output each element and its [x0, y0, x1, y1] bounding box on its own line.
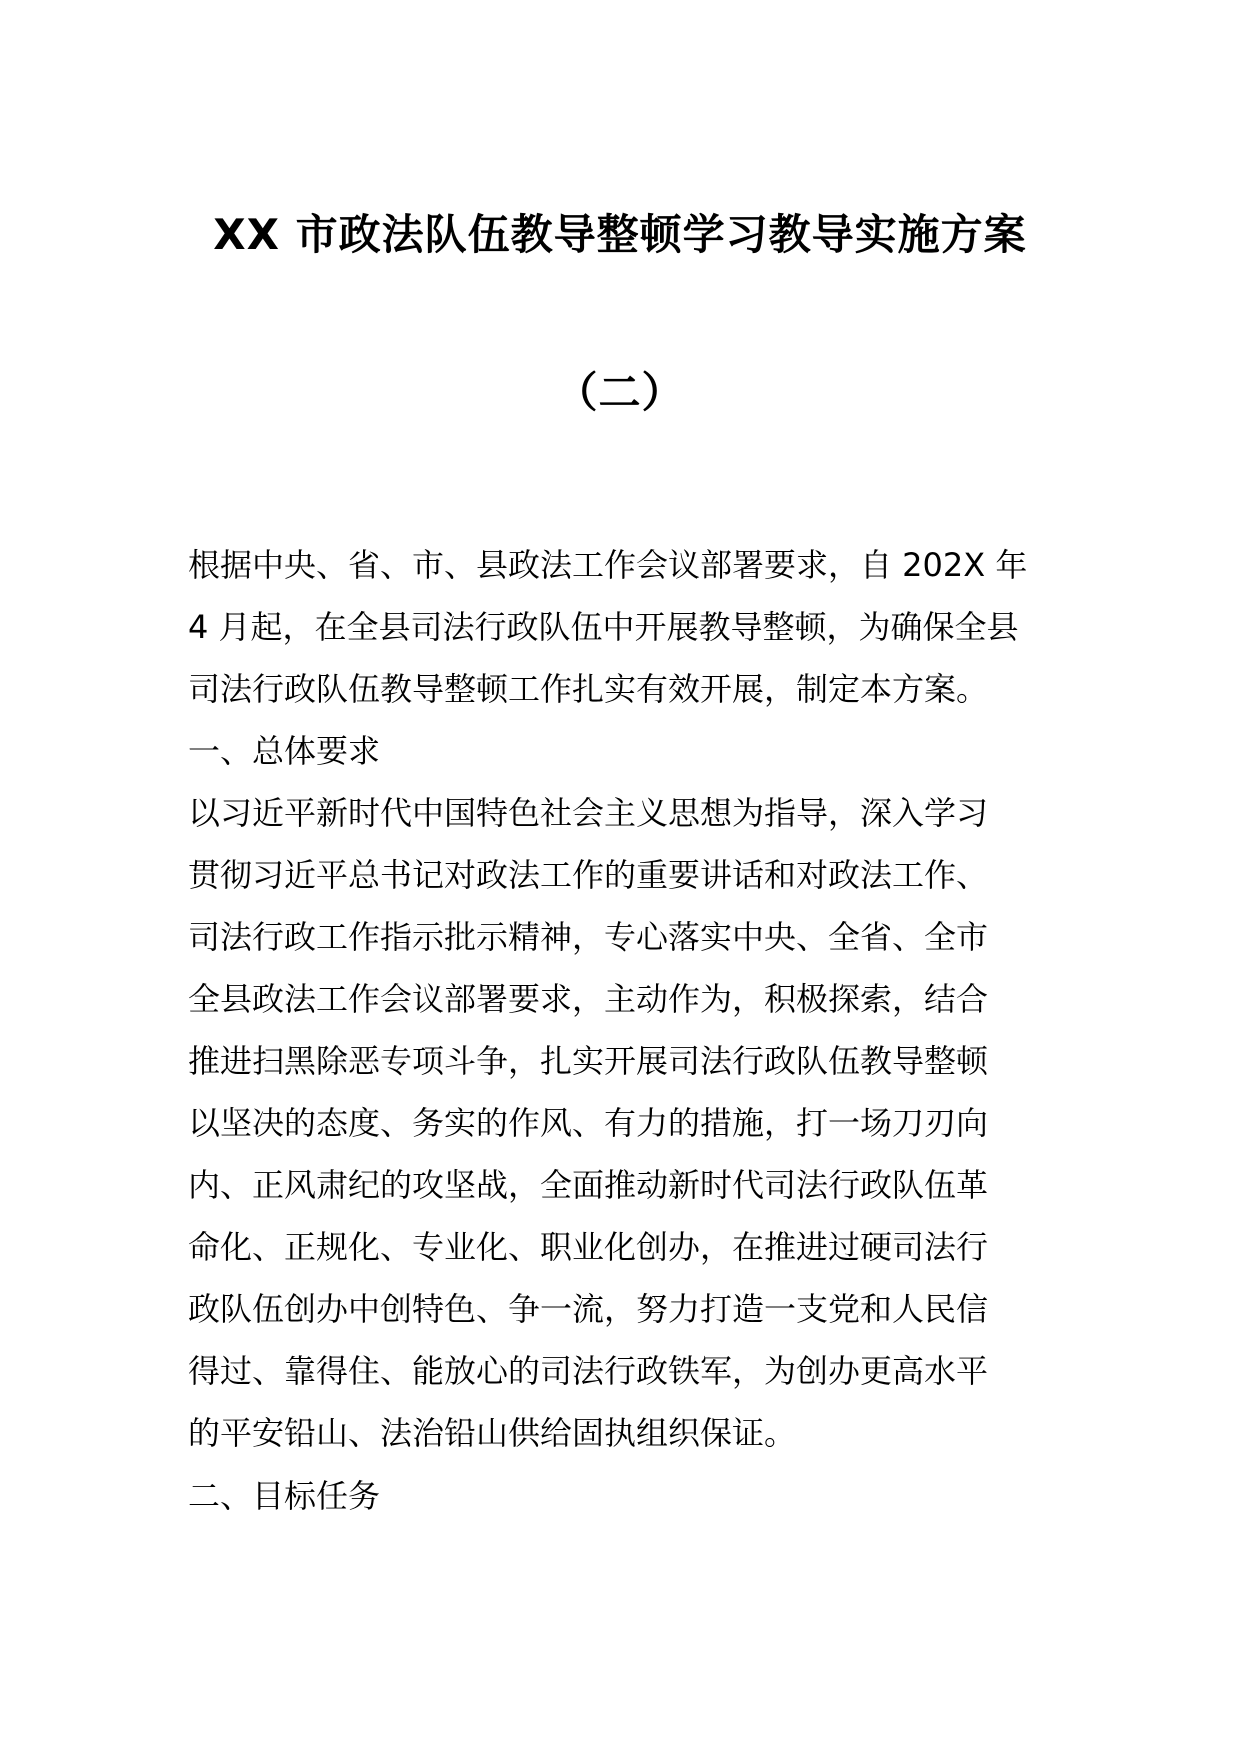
paragraph-line: 4 月起，在全县司法行政队伍中开展教导整顿，为确保全县 — [188, 608, 1019, 646]
paragraph-line: 以坚决的态度、务实的作风、有力的措施，打一场刀刃向 — [188, 1104, 989, 1142]
paragraph-line: 推进扫黑除恶专项斗争，扎实开展司法行政队伍教导整顿 — [188, 1042, 989, 1080]
paragraph-line: 命化、正规化、专业化、职业化创办，在推进过硬司法行 — [188, 1228, 989, 1266]
document-title: XX 市政法队伍教导整顿学习教导实施方案 — [213, 210, 1027, 259]
paragraph-line: 司法行政队伍教导整顿工作扎实有效开展，制定本方案。 — [188, 670, 989, 708]
paragraph-line: 以习近平新时代中国特色社会主义思想为指导，深入学习 — [188, 794, 989, 832]
paragraph-line: 政队伍创办中创特色、争一流，努力打造一支党和人民信 — [188, 1290, 989, 1328]
section-heading: 一、总体要求 — [188, 732, 381, 770]
paragraph-line: 内、正风肃纪的攻坚战，全面推动新时代司法行政队伍革 — [188, 1166, 989, 1204]
paragraph-line: 得过、靠得住、能放心的司法行政铁军，为创办更高水平 — [188, 1352, 989, 1390]
section-heading: 二、目标任务 — [188, 1477, 381, 1515]
paragraph-line: 的平安铅山、法治铅山供给固执组织保证。 — [188, 1414, 797, 1452]
paragraph-line: 根据中央、省、市、县政法工作会议部署要求，自 202X 年 — [188, 546, 1028, 584]
paragraph-line: 全县政法工作会议部署要求，主动作为，积极探索，结合 — [188, 980, 989, 1018]
paragraph-line: 司法行政工作指示批示精神，专心落实中央、全省、全市 — [188, 918, 989, 956]
paragraph-line: 贯彻习近平总书记对政法工作的重要讲话和对政法工作、 — [188, 856, 989, 894]
document-title-subtitle: （二） — [555, 368, 685, 417]
